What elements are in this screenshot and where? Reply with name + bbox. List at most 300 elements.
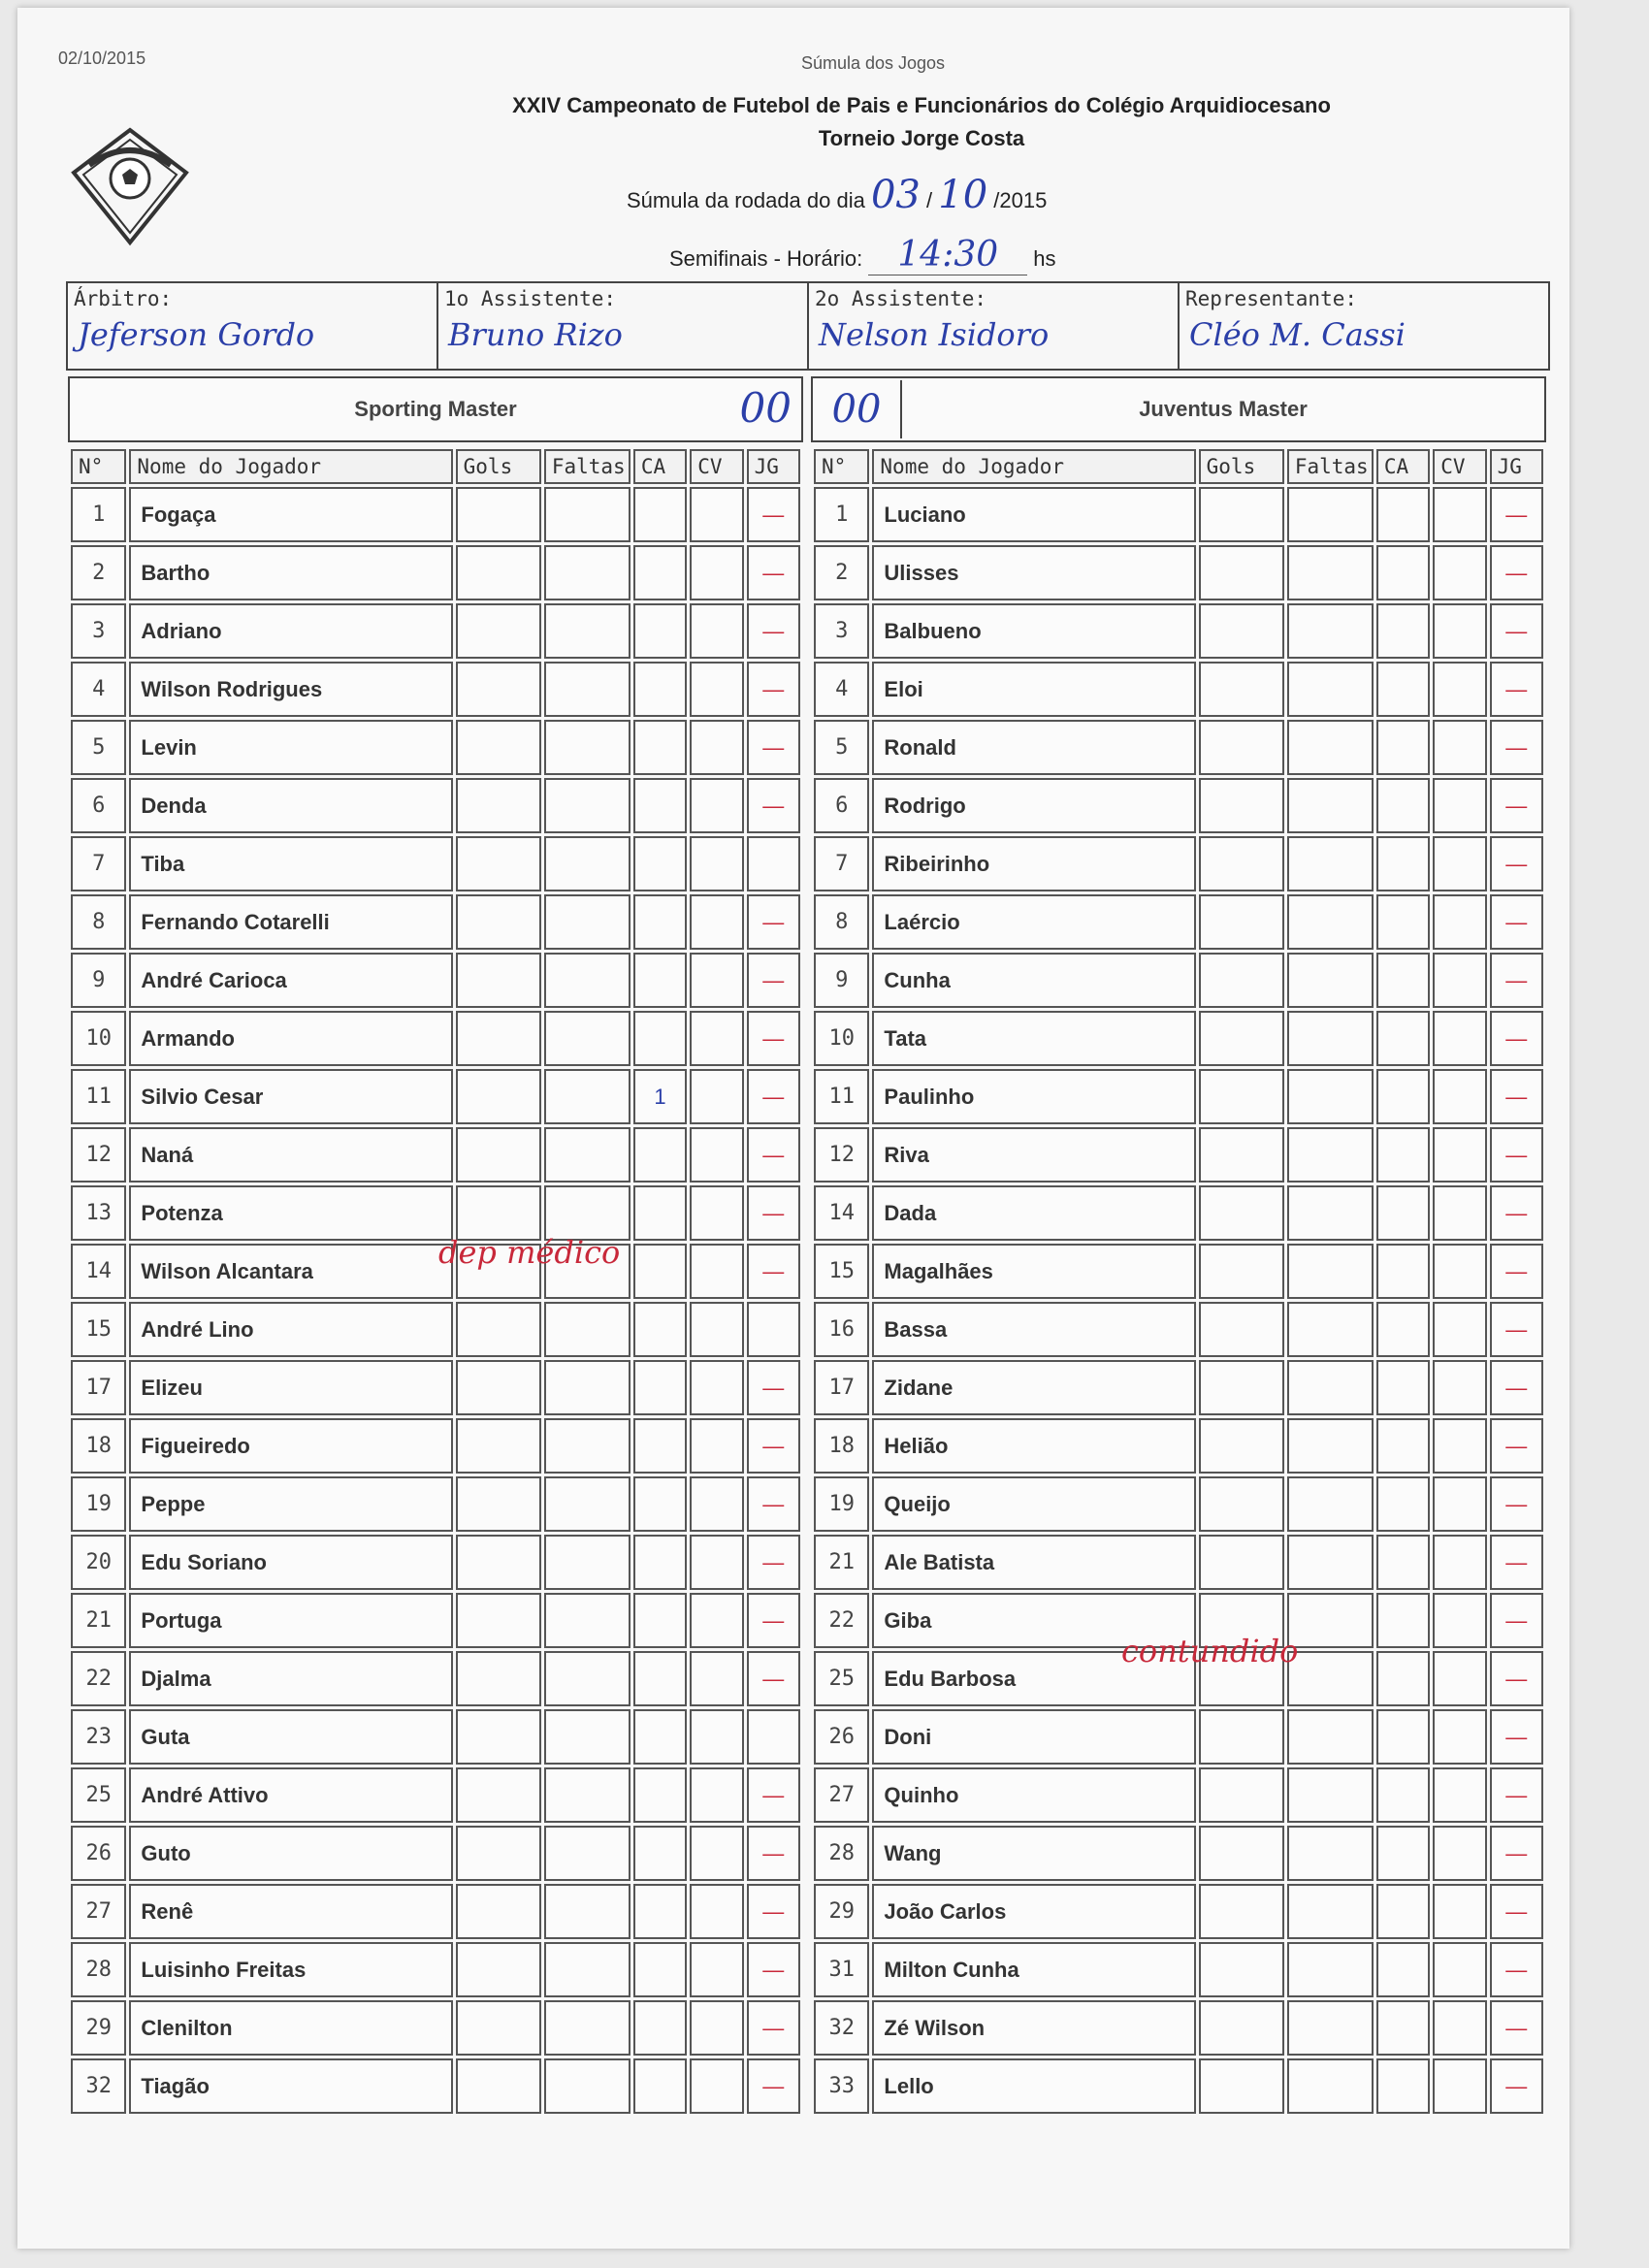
red-card-cell <box>1433 603 1486 659</box>
championship-title: XXIV Campeonato de Futebol de Pais e Funcionários do Colégio Arquidiocesano <box>512 93 1331 117</box>
col-name: Nome do Jogador <box>129 449 452 484</box>
player-name: Zidane <box>872 1360 1195 1415</box>
goals-cell <box>456 487 541 542</box>
fouls-cell <box>1287 720 1374 775</box>
representative-cell <box>1180 283 1548 369</box>
player-number: 17 <box>814 1360 869 1415</box>
player-number: 1 <box>814 487 869 542</box>
table-row <box>814 1185 1543 1241</box>
table-row <box>814 1418 1543 1474</box>
table-row <box>71 1884 800 1939</box>
rodada-month: 10 <box>938 173 988 217</box>
yellow-card-cell <box>1376 1709 1430 1765</box>
player-number: 15 <box>814 1244 869 1299</box>
player-name: Balbueno <box>872 603 1195 659</box>
player-number: 27 <box>814 1767 869 1823</box>
red-card-cell <box>1433 2000 1486 2056</box>
red-card-cell <box>1433 1127 1486 1183</box>
fouls-cell <box>544 836 630 891</box>
fouls-cell <box>1287 545 1374 600</box>
yellow-card-cell <box>633 545 687 600</box>
table-row <box>71 603 800 659</box>
fouls-cell <box>1287 1884 1374 1939</box>
red-card-cell <box>690 1476 743 1532</box>
goals-cell <box>1199 1709 1284 1765</box>
table-row <box>814 1476 1543 1532</box>
goals-cell <box>1199 487 1284 542</box>
representative-label: Representante: <box>1185 287 1358 310</box>
goals-cell <box>456 1593 541 1648</box>
table-row <box>814 1302 1543 1357</box>
col-faltas: Faltas <box>1287 449 1374 484</box>
red-card-cell <box>690 1418 743 1474</box>
table-row <box>71 1302 800 1357</box>
red-card-cell <box>1433 894 1486 950</box>
player-name: Dada <box>872 1185 1195 1241</box>
table-row <box>71 1185 800 1241</box>
team-left-name: Sporting Master <box>354 397 517 421</box>
goals-cell <box>1199 2000 1284 2056</box>
played-mark: — <box>1490 1942 1543 1997</box>
table-row <box>71 720 800 775</box>
table-row <box>814 2058 1543 2114</box>
yellow-card-cell <box>633 1127 687 1183</box>
played-mark: — <box>1490 1767 1543 1823</box>
played-mark: — <box>747 545 800 600</box>
table-row <box>814 545 1543 600</box>
table-row <box>814 720 1543 775</box>
yellow-card-cell <box>1376 953 1430 1008</box>
fouls-cell <box>1287 1476 1374 1532</box>
red-card-cell <box>1433 1360 1486 1415</box>
printed-date: 02/10/2015 <box>58 49 146 68</box>
goals-cell <box>456 894 541 950</box>
fouls-cell <box>1287 603 1374 659</box>
yellow-card-cell <box>633 1418 687 1474</box>
player-name: Fogaça <box>129 487 452 542</box>
goals-cell <box>456 1767 541 1823</box>
player-name: Ulisses <box>872 545 1195 600</box>
fouls-cell <box>1287 1535 1374 1590</box>
player-name: Cunha <box>872 953 1195 1008</box>
red-card-cell <box>690 1826 743 1881</box>
col-cv: CV <box>1433 449 1486 484</box>
played-mark: — <box>747 1011 800 1066</box>
player-number: 21 <box>814 1535 869 1590</box>
table-row <box>71 894 800 950</box>
fouls-cell <box>1287 1651 1374 1706</box>
yellow-card-cell <box>1376 545 1430 600</box>
played-mark: — <box>1490 953 1543 1008</box>
played-mark: — <box>1490 1884 1543 1939</box>
player-name: Silvio Cesar <box>129 1069 452 1124</box>
played-mark: — <box>1490 1651 1543 1706</box>
horario-label: Semifinais - Horário: <box>669 246 863 271</box>
yellow-card-cell <box>1376 836 1430 891</box>
player-number: 22 <box>814 1593 869 1648</box>
red-card-cell <box>1433 1826 1486 1881</box>
red-card-cell <box>1433 953 1486 1008</box>
player-name: Riva <box>872 1127 1195 1183</box>
team-left-header <box>68 376 803 442</box>
player-number: 14 <box>71 1244 126 1299</box>
goals-cell <box>1199 778 1284 833</box>
player-name: Rodrigo <box>872 778 1195 833</box>
played-mark: — <box>747 1535 800 1590</box>
fouls-cell <box>544 603 630 659</box>
table-row <box>71 487 800 542</box>
team-right-score: 00 <box>813 380 902 438</box>
player-number: 9 <box>814 953 869 1008</box>
table-row <box>814 778 1543 833</box>
table-row <box>71 2000 800 2056</box>
red-card-cell <box>690 1185 743 1241</box>
player-number: 22 <box>71 1651 126 1706</box>
player-number: 6 <box>71 778 126 833</box>
red-card-cell <box>690 1593 743 1648</box>
goals-cell <box>1199 1767 1284 1823</box>
yellow-card-cell <box>633 836 687 891</box>
player-name: André Carioca <box>129 953 452 1008</box>
table-row <box>71 545 800 600</box>
horario-line <box>669 235 1056 275</box>
goals-cell <box>1199 1127 1284 1183</box>
player-number: 11 <box>71 1069 126 1124</box>
yellow-card-cell <box>1376 1651 1430 1706</box>
fouls-cell <box>544 1942 630 1997</box>
player-name: Edu Soriano <box>129 1535 452 1590</box>
table-row <box>814 603 1543 659</box>
form-title: Súmula dos Jogos <box>800 53 946 73</box>
red-card-cell <box>1433 1709 1486 1765</box>
fouls-cell <box>544 487 630 542</box>
played-mark: — <box>1490 603 1543 659</box>
player-name: Magalhães <box>872 1244 1195 1299</box>
goals-cell <box>1199 1942 1284 1997</box>
fouls-cell <box>1287 1185 1374 1241</box>
player-name: Ronald <box>872 720 1195 775</box>
player-name: Tiagão <box>129 2058 452 2114</box>
fouls-cell <box>1287 894 1374 950</box>
yellow-card-cell <box>1376 1884 1430 1939</box>
goals-cell <box>456 1535 541 1590</box>
fouls-cell <box>544 1360 630 1415</box>
col-gols: Gols <box>456 449 541 484</box>
red-card-cell <box>1433 836 1486 891</box>
fouls-cell <box>1287 1244 1374 1299</box>
referee-name: Jeferson Gordo <box>78 316 315 353</box>
yellow-card-cell <box>633 1011 687 1066</box>
col-jg: JG <box>1490 449 1543 484</box>
table-row <box>814 1767 1543 1823</box>
goals-cell <box>456 1069 541 1124</box>
player-number: 11 <box>814 1069 869 1124</box>
player-number: 10 <box>71 1011 126 1066</box>
player-name: Paulinho <box>872 1069 1195 1124</box>
player-number: 18 <box>814 1418 869 1474</box>
table-row <box>71 953 800 1008</box>
player-name: Edu Barbosa <box>872 1651 1195 1706</box>
goals-cell <box>456 720 541 775</box>
red-card-cell <box>690 603 743 659</box>
player-number: 25 <box>814 1651 869 1706</box>
fouls-cell <box>544 1127 630 1183</box>
player-name: Potenza <box>129 1185 452 1241</box>
fouls-cell <box>544 1826 630 1881</box>
rodada-day: 03 <box>870 173 921 217</box>
player-number: 12 <box>814 1127 869 1183</box>
table-row <box>814 1244 1543 1299</box>
played-mark: — <box>1490 778 1543 833</box>
red-card-cell <box>690 2000 743 2056</box>
player-name: Portuga <box>129 1593 452 1648</box>
table-row <box>814 1069 1543 1124</box>
played-mark: — <box>1490 2058 1543 2114</box>
player-name: Luciano <box>872 487 1195 542</box>
table-row <box>71 1826 800 1881</box>
table-row <box>71 1651 800 1706</box>
player-number: 9 <box>71 953 126 1008</box>
player-name: Zé Wilson <box>872 2000 1195 2056</box>
yellow-card-cell <box>1376 1244 1430 1299</box>
goals-cell <box>456 603 541 659</box>
player-name: Peppe <box>129 1476 452 1532</box>
goals-cell <box>456 1476 541 1532</box>
col-gols: Gols <box>1199 449 1284 484</box>
player-name: Armando <box>129 1011 452 1066</box>
yellow-card-cell <box>1376 1593 1430 1648</box>
player-number: 26 <box>814 1709 869 1765</box>
table-row <box>71 1767 800 1823</box>
player-number: 3 <box>71 603 126 659</box>
played-mark: — <box>747 2000 800 2056</box>
player-name: Ale Batista <box>872 1535 1195 1590</box>
played-mark: — <box>747 1942 800 1997</box>
table-row <box>71 1593 800 1648</box>
table-row <box>814 1709 1543 1765</box>
goals-cell <box>1199 1535 1284 1590</box>
red-card-cell <box>1433 1418 1486 1474</box>
red-card-cell <box>690 1360 743 1415</box>
yellow-card-cell <box>1376 1069 1430 1124</box>
rodada-year: /2015 <box>993 188 1048 212</box>
red-card-cell <box>690 545 743 600</box>
officials-row <box>66 281 1550 371</box>
red-card-cell <box>1433 662 1486 717</box>
fouls-cell <box>1287 487 1374 542</box>
player-number: 7 <box>814 836 869 891</box>
player-name: Quinho <box>872 1767 1195 1823</box>
fouls-cell <box>1287 1826 1374 1881</box>
played-mark: — <box>747 778 800 833</box>
goals-cell <box>1199 1884 1284 1939</box>
fouls-cell <box>544 778 630 833</box>
assistant2-label: 2o Assistente: <box>815 287 987 310</box>
red-card-cell <box>1433 1884 1486 1939</box>
played-mark: — <box>747 1476 800 1532</box>
player-name: Guta <box>129 1709 452 1765</box>
red-card-cell <box>1433 545 1486 600</box>
player-number: 27 <box>71 1884 126 1939</box>
player-name: Fernando Cotarelli <box>129 894 452 950</box>
goals-cell <box>1199 1244 1284 1299</box>
col-num: N° <box>814 449 869 484</box>
played-mark: — <box>1490 1535 1543 1590</box>
player-number: 7 <box>71 836 126 891</box>
fouls-cell <box>544 953 630 1008</box>
note-dep-medico: dep médico <box>438 1234 621 1271</box>
player-number: 26 <box>71 1826 126 1881</box>
table-row <box>814 836 1543 891</box>
player-name: Wilson Alcantara <box>129 1244 452 1299</box>
goals-cell <box>1199 836 1284 891</box>
player-number: 19 <box>71 1476 126 1532</box>
player-name: Renê <box>129 1884 452 1939</box>
yellow-card-cell <box>633 1651 687 1706</box>
table-row <box>814 1884 1543 1939</box>
fouls-cell <box>544 1185 630 1241</box>
red-card-cell <box>690 1302 743 1357</box>
player-name: Figueiredo <box>129 1418 452 1474</box>
red-card-cell <box>1433 487 1486 542</box>
played-mark: — <box>1490 1185 1543 1241</box>
played-mark: — <box>1490 487 1543 542</box>
player-number: 8 <box>814 894 869 950</box>
yellow-card-cell <box>633 1476 687 1532</box>
red-card-cell <box>1433 1069 1486 1124</box>
red-card-cell <box>690 1884 743 1939</box>
goals-cell <box>1199 662 1284 717</box>
fouls-cell <box>1287 662 1374 717</box>
player-name: Helião <box>872 1418 1195 1474</box>
red-card-cell <box>690 1244 743 1299</box>
player-name: Milton Cunha <box>872 1942 1195 1997</box>
fouls-cell <box>1287 1767 1374 1823</box>
team-left-roster <box>68 446 803 2117</box>
goals-cell <box>1199 603 1284 659</box>
table-row <box>814 662 1543 717</box>
player-number: 1 <box>71 487 126 542</box>
played-mark <box>747 1709 800 1765</box>
table-row <box>814 894 1543 950</box>
table-row <box>814 1942 1543 1997</box>
yellow-card-cell <box>633 662 687 717</box>
player-number: 4 <box>814 662 869 717</box>
played-mark: — <box>1490 1593 1543 1648</box>
yellow-card-cell <box>1376 1360 1430 1415</box>
red-card-cell <box>690 1535 743 1590</box>
yellow-card-cell <box>1376 1418 1430 1474</box>
table-row <box>814 1360 1543 1415</box>
goals-cell <box>1199 1011 1284 1066</box>
representative-name: Cléo M. Cassi <box>1189 316 1406 353</box>
player-name: João Carlos <box>872 1884 1195 1939</box>
player-name: Ribeirinho <box>872 836 1195 891</box>
yellow-card-cell: 1 <box>633 1069 687 1124</box>
team-right-name: Juventus Master <box>1139 397 1308 421</box>
red-card-cell <box>690 1069 743 1124</box>
yellow-card-cell <box>633 1709 687 1765</box>
assistant1-label: 1o Assistente: <box>444 287 617 310</box>
yellow-card-cell <box>633 2058 687 2114</box>
player-number: 19 <box>814 1476 869 1532</box>
red-card-cell <box>690 2058 743 2114</box>
played-mark: — <box>1490 1418 1543 1474</box>
table-row <box>814 1127 1543 1183</box>
yellow-card-cell <box>1376 1011 1430 1066</box>
col-faltas: Faltas <box>544 449 630 484</box>
rodada-label: Súmula da rodada do dia <box>627 188 865 212</box>
player-number: 15 <box>71 1302 126 1357</box>
goals-cell <box>456 953 541 1008</box>
fouls-cell <box>1287 1593 1374 1648</box>
played-mark: — <box>747 662 800 717</box>
goals-cell <box>1199 1302 1284 1357</box>
played-mark: — <box>747 1360 800 1415</box>
yellow-card-cell <box>1376 1127 1430 1183</box>
player-number: 5 <box>71 720 126 775</box>
player-number: 5 <box>814 720 869 775</box>
played-mark: — <box>747 487 800 542</box>
horario-unit: hs <box>1033 246 1056 271</box>
yellow-card-cell <box>1376 1826 1430 1881</box>
yellow-card-cell <box>1376 1476 1430 1532</box>
fouls-cell <box>1287 953 1374 1008</box>
played-mark: — <box>747 1244 800 1299</box>
note-contundido: contundido <box>1121 1633 1299 1669</box>
played-mark: — <box>1490 662 1543 717</box>
player-name: Elizeu <box>129 1360 452 1415</box>
player-number: 33 <box>814 2058 869 2114</box>
horario-value: 14:30 <box>868 235 1027 275</box>
red-card-cell <box>1433 1651 1486 1706</box>
player-name: Adriano <box>129 603 452 659</box>
player-name: Lello <box>872 2058 1195 2114</box>
played-mark: — <box>1490 1476 1543 1532</box>
yellow-card-cell <box>633 1535 687 1590</box>
player-name: André Lino <box>129 1302 452 1357</box>
referee-label: Árbitro: <box>74 287 173 310</box>
player-name: Wilson Rodrigues <box>129 662 452 717</box>
table-row <box>71 1244 800 1299</box>
red-card-cell <box>1433 1476 1486 1532</box>
yellow-card-cell <box>1376 1185 1430 1241</box>
player-number: 16 <box>814 1302 869 1357</box>
table-row <box>71 1418 800 1474</box>
player-name: Wang <box>872 1826 1195 1881</box>
player-number: 20 <box>71 1535 126 1590</box>
goals-cell <box>1199 953 1284 1008</box>
fouls-cell <box>544 1709 630 1765</box>
player-name: Tata <box>872 1011 1195 1066</box>
red-card-cell <box>1433 1302 1486 1357</box>
table-row <box>814 953 1543 1008</box>
team-left <box>68 376 803 2117</box>
player-name: Tiba <box>129 836 452 891</box>
red-card-cell <box>1433 1593 1486 1648</box>
player-name: Bartho <box>129 545 452 600</box>
played-mark: — <box>1490 1244 1543 1299</box>
goals-cell <box>456 836 541 891</box>
tournament-title: Torneio Jorge Costa <box>818 126 1025 150</box>
goals-cell <box>456 778 541 833</box>
red-card-cell <box>690 778 743 833</box>
fouls-cell <box>544 1069 630 1124</box>
goals-cell <box>1199 720 1284 775</box>
player-number: 21 <box>71 1593 126 1648</box>
goals-cell <box>1199 1069 1284 1124</box>
yellow-card-cell <box>633 1185 687 1241</box>
